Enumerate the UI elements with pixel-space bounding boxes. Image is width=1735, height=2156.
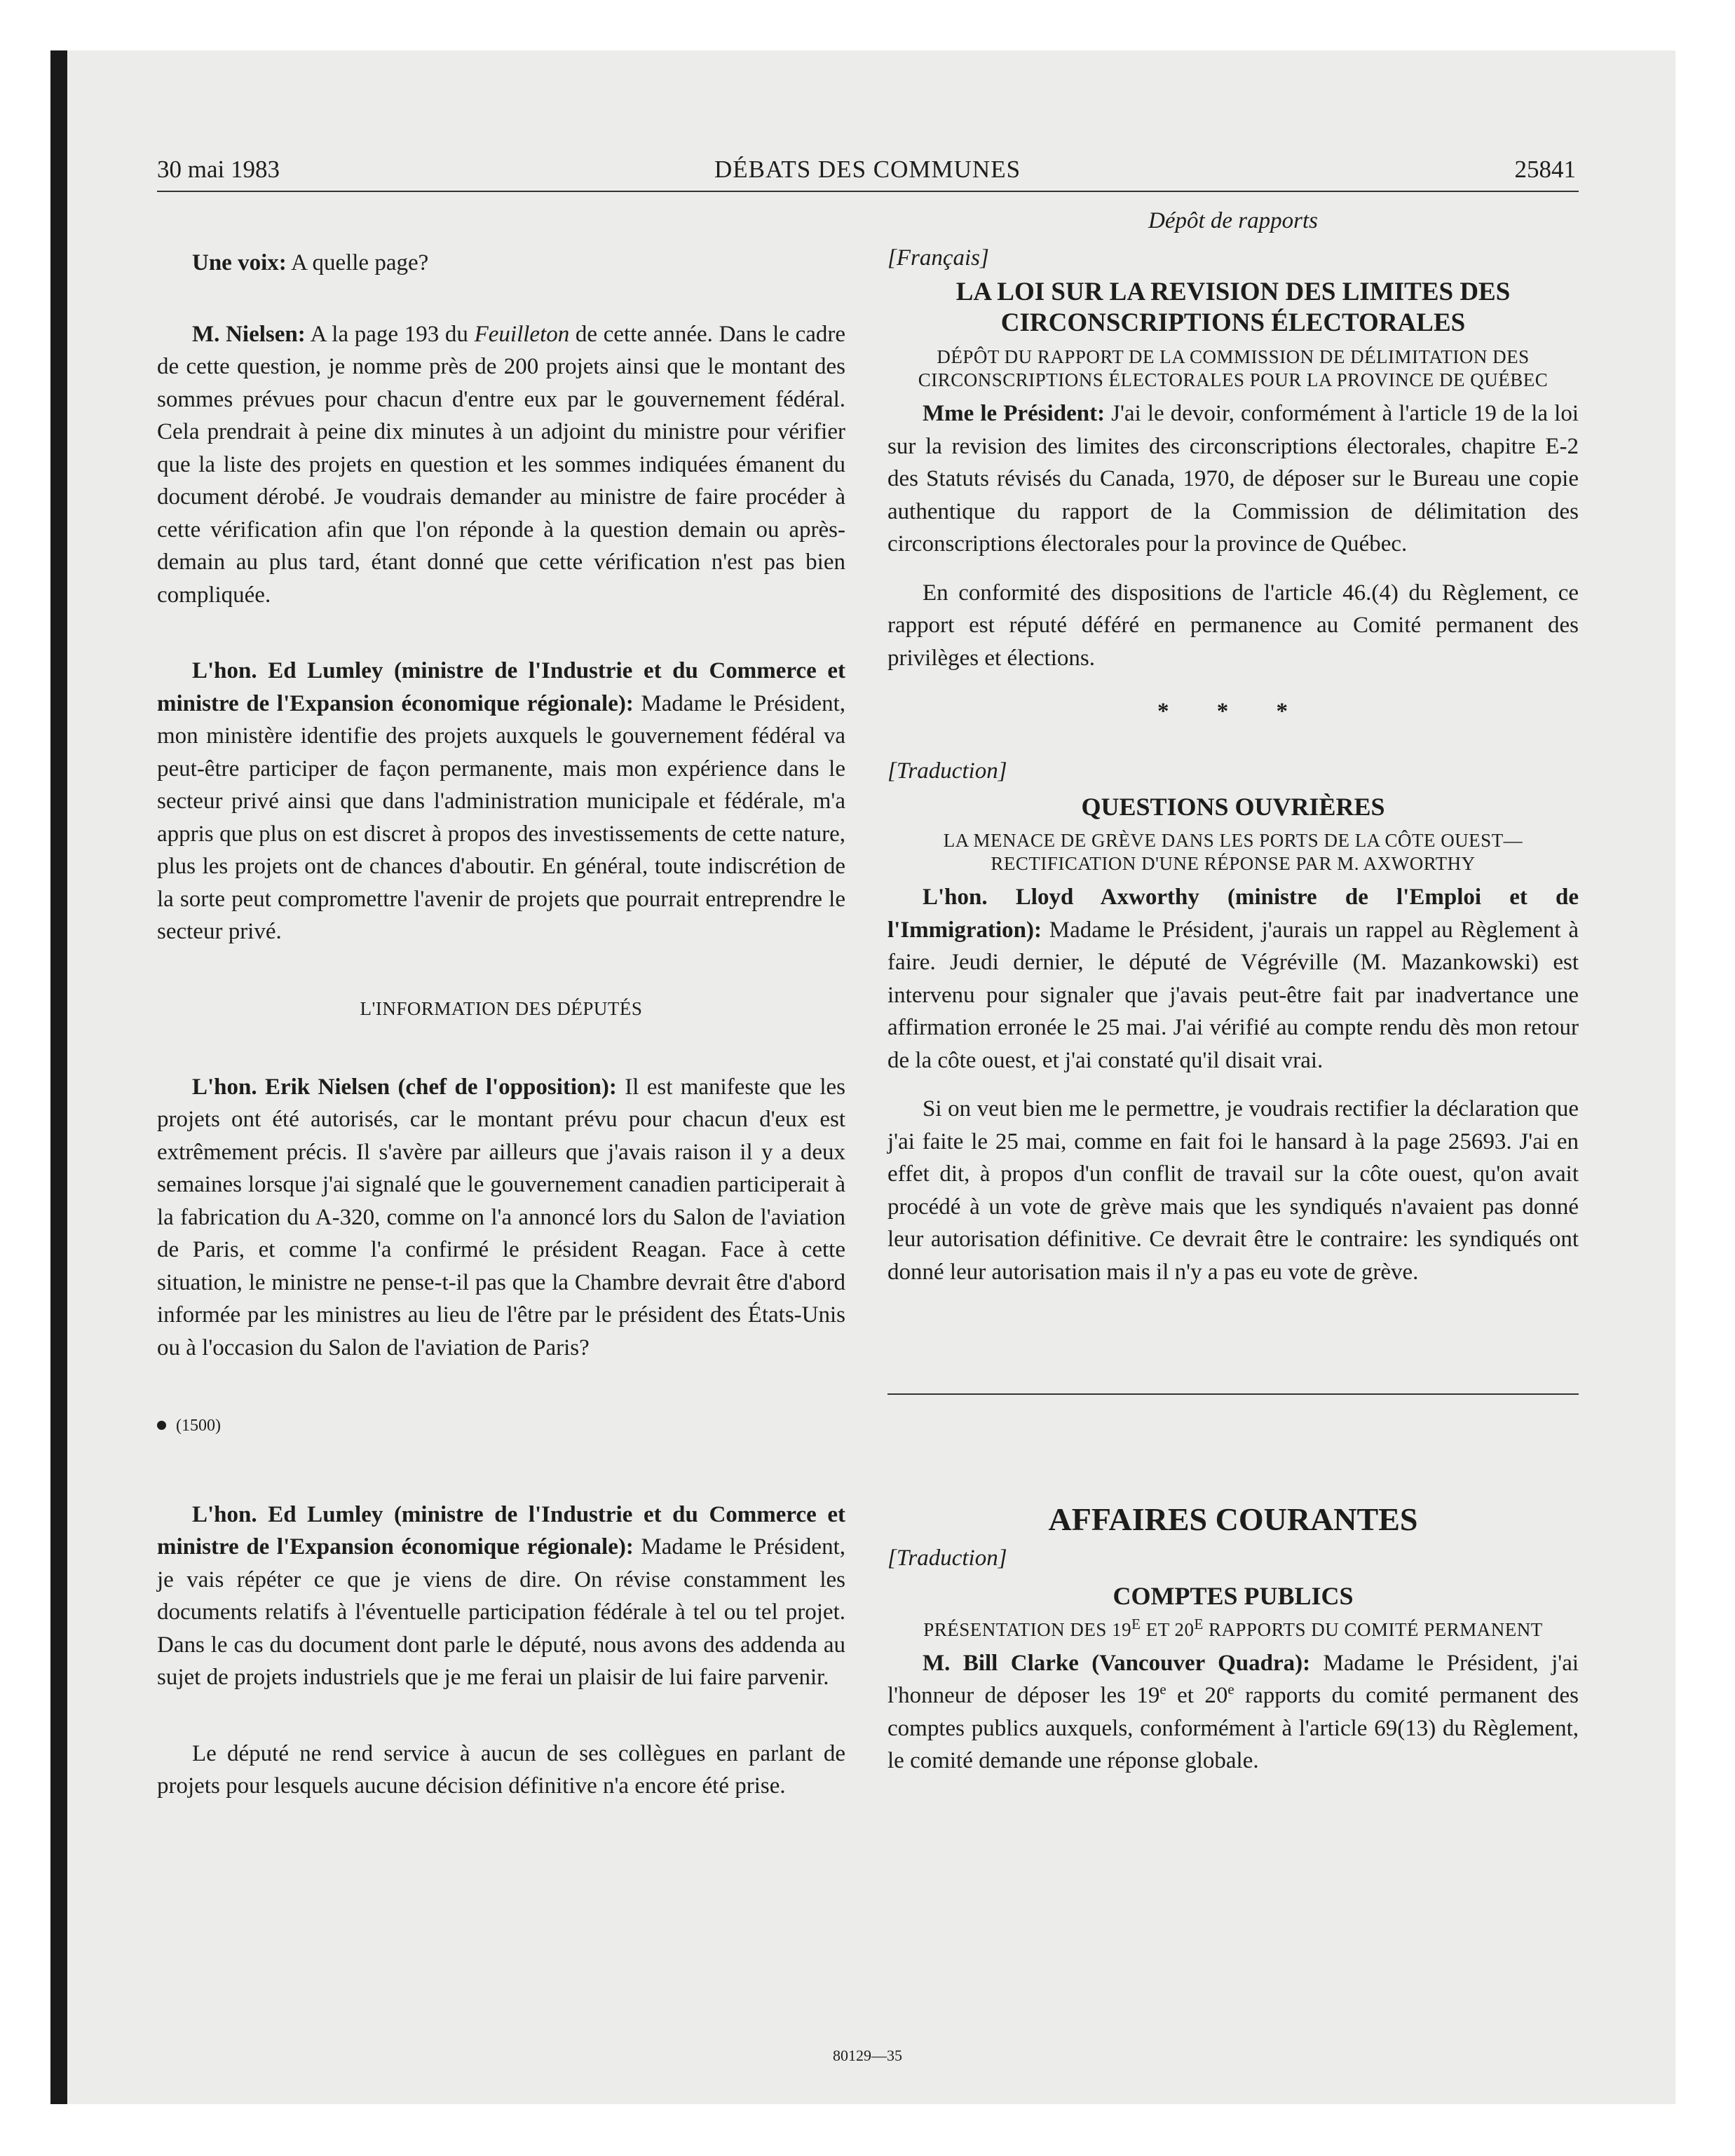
header-publication: DÉBATS DES COMMUNES: [714, 156, 1021, 183]
language-tag: [Traduction]: [887, 1546, 1007, 1571]
paragraph: [887, 881, 1579, 1077]
paragraph: [157, 247, 845, 280]
paragraph: [887, 397, 1579, 561]
superscript: e: [1159, 1681, 1166, 1698]
rubric: Dépôt de rapports: [1148, 208, 1318, 233]
speaker-name: L'hon. Lloyd Axworthy (ministre de l'Emploi et de l'Immigration):: [887, 885, 1579, 943]
speech-text: A la page 193 du: [305, 321, 475, 347]
paragraph: [887, 1647, 1579, 1778]
superscript: E: [1131, 1615, 1141, 1632]
speech-text: Il est manifeste que les projets ont été autorisés, car le montant prévu pour chacun d'eux est extrêmement précis. Il s'avère par ailleurs que j'avais raison il y a deux semaines lorsque j'ai signalé que le gouvernement canadien participerait à la fabrication du A-320, comme on l'a annoncé lors du Salon de l'aviation de Paris, et comme l'a confirmé le président Reagan. Face à cette situation, le ministre ne pense-t-il pas que la Chambre devrait être d'abord informée par les ministres au lieu de l'être par le président des États-Unis ou à l'occasion du Salon de l'aviation de Paris?: [157, 1074, 845, 1360]
speech-text: Madame le Président, j'aurais un rappel au Règlement à faire. Jeudi dernier, le député de Végréville (M. Mazankowski) est intervenu pour signaler que j'avais peut-être fait par inadvertance une affirmation erronée le 25 mai. J'ai vérifié au compte rendu dès mon retour de la côte ouest, et j'ai constaté qu'il disait vrai.: [887, 917, 1579, 1073]
speech-text: de cette année. Dans le cadre de cette question, je nomme près de 200 projets ainsi que le montant des sommes prévues pour chacun d'entre eux par le gouvernement fédéral. Cela prendrait à peine dix minutes à un adjoint du ministre pour vérifier que la liste des projets en question et les sommes indiquées émanent du document dérobé. Je voudrais demander au ministre de faire procéder à cette vérification afin que l'on réponde à la question demain ou après-demain au plus tard, étant donné que cette vérification n'est pas bien compliquée.: [157, 321, 845, 608]
paragraph: Le député ne rend service à aucun de ses collègues en parlant de projets pour lesquels aucune décision définitive n'a encore été prise.: [157, 1740, 845, 1799]
left-column: [157, 205, 845, 1803]
section-rule: [887, 1393, 1579, 1395]
separator-stars: * * *: [1157, 699, 1309, 724]
header-page-number: 25841: [1514, 156, 1576, 183]
paragraph: [157, 318, 845, 612]
publication-name: Feuilleton: [474, 321, 570, 347]
time-marker-text: (1500): [176, 1417, 221, 1435]
speech-text: Madame le Président, j'ai l'honneur de déposer les 19: [887, 1650, 1579, 1708]
section-subtitle: [887, 1615, 1579, 1642]
binding-edge: [50, 50, 67, 2104]
paragraph: [157, 655, 845, 948]
speaker-name: M. Nielsen:: [192, 321, 306, 347]
right-column: [887, 205, 1579, 1778]
header-rule: [157, 191, 1579, 192]
paragraph: En conformité des dispositions de l'article 46.(4) du Règlement, ce rapport est réputé déféré en permanence au Comité permanent des privilèges et élections.: [887, 580, 1579, 671]
subtitle-text: RAPPORTS DU COMITÉ PERMANENT: [1203, 1618, 1543, 1640]
subtitle-text: PRÉSENTATION DES 19: [923, 1618, 1132, 1640]
speaker-name: L'hon. Ed Lumley (ministre de l'Industrie et du Commerce et ministre de l'Expansion économique régionale):: [157, 1501, 845, 1560]
subtitle-text: ET 20: [1141, 1618, 1195, 1640]
speaker-name: Mme le Président:: [923, 401, 1105, 426]
paragraph: [157, 1071, 845, 1365]
section-title: QUESTIONS OUVRIÈRES: [1081, 793, 1385, 821]
paragraph: Si on veut bien me le permettre, je voudrais rectifier la déclaration que j'ai faite le 25 mai, comme en fait foi le hansard à la page 25693. J'ai en effet dit, à propos d'un conflit de travail sur la côte ouest, qu'on avait procédé à un vote de grève mais que les syndiqués n'avaient pas donné leur autorisation définitive. Ce devrait être le contraire: les syndiqués ont donné leur autorisation mais il n'y a pas eu vote de grève.: [887, 1096, 1579, 1285]
section-title: AFFAIRES COURANTES: [1048, 1501, 1418, 1537]
speech-text: Madame le Président, je vais répéter ce que je viens de dire. On révise constamment les documents relatifs à l'éventuelle participation fédérale à tel ou tel projet. Dans le cas du document dont parle le député, nous avons des addenda au sujet de projets industriels que je me ferai un plaisir de lui faire parvenir.: [157, 1534, 845, 1690]
superscript: E: [1194, 1615, 1204, 1632]
speech-text: A quelle page?: [286, 250, 429, 275]
section-title: COMPTES PUBLICS: [1113, 1581, 1354, 1610]
section-title: LA LOI SUR LA REVISION DES LIMITES DES CIRCONSCRIPTIONS ÉLECTORALES: [955, 278, 1511, 337]
language-tag: [Traduction]: [887, 758, 1007, 784]
section-subtitle: DÉPÔT DU RAPPORT DE LA COMMISSION DE DÉLIMITATION DES CIRCONSCRIPTIONS ÉLECTORALES POUR LA PROVINCE DE QUÉBEC: [918, 346, 1549, 390]
section-heading: L'INFORMATION DES DÉPUTÉS: [360, 997, 643, 1019]
speaker-name: M. Bill Clarke (Vancouver Quadra):: [923, 1650, 1311, 1676]
speech-text: et 20: [1166, 1683, 1228, 1708]
speaker-name: Une voix:: [192, 250, 287, 275]
speaker-name: L'hon. Erik Nielsen (chef de l'opposition):: [192, 1074, 617, 1100]
speech-text: rapports du comité permanent des comptes publics auxquels, conformément à l'article 69(13) du Règlement, le comité demande une réponse globale.: [887, 1683, 1579, 1773]
footer-code: 80129—35: [833, 2047, 902, 2064]
bullet-icon: [157, 1421, 166, 1430]
paragraph: [157, 1499, 845, 1694]
header-date: 30 mai 1983: [157, 156, 280, 183]
superscript: e: [1227, 1681, 1234, 1698]
speech-text: J'ai le devoir, conformément à l'article 19 de la loi sur la revision des limites des circonscriptions électorales, chapitre E-2 des Statuts révisés du Canada, 1970, de déposer sur le Bureau une copie authentique du rapport de la Commission de délimitation des circonscriptions électorales pour la province de Québec.: [887, 401, 1579, 557]
language-tag: [Français]: [887, 245, 989, 271]
speech-text: Madame le Président, mon ministère identifie des projets auxquels le gouvernement fédéral va peut-être participer de façon permanente, mais mon expérience dans le secteur privé ainsi que dans l'administration municipale et fédérale, m'a appris que plus on est discret à propos des investissements de cette nature, plus les projets ont de chances d'aboutir. En général, toute indiscrétion de la sorte peut compromettre l'avenir de projets que pourrait entreprendre le secteur privé.: [157, 690, 845, 944]
section-subtitle: LA MENACE DE GRÈVE DANS LES PORTS DE LA CÔTE OUEST— RECTIFICATION D'UNE RÉPONSE PAR M. AXWORTHY: [943, 830, 1523, 874]
time-marker: [157, 1407, 845, 1442]
speaker-name: L'hon. Ed Lumley (ministre de l'Industrie et du Commerce et ministre de l'Expansion économique régionale):: [157, 658, 845, 716]
